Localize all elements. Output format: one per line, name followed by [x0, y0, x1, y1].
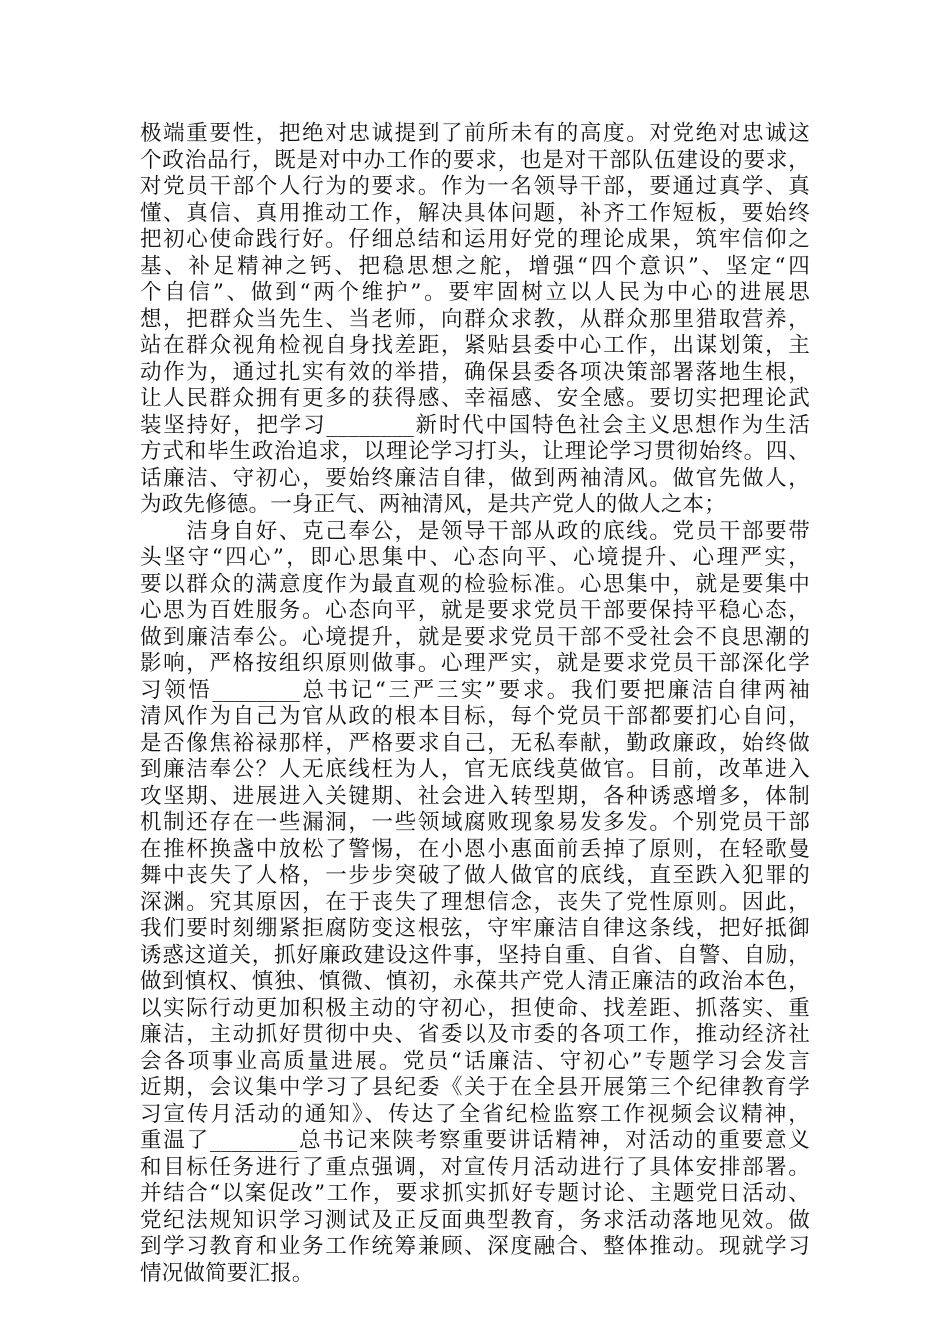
- text-line: 和目标任务进行了重点强调，对宣传月活动进行了具体安排部署。: [140, 1154, 810, 1180]
- text-line: 党纪法规知识学习测试及正反面典型教育，务求活动落地见效。做: [140, 1207, 810, 1233]
- text-line: 动作为，通过扎实有效的举措，确保县委各项决策部署落地生根，: [140, 359, 810, 385]
- text-line: 重温了________总书记来陕考察重要讲话精神，对活动的重要意义: [140, 1128, 810, 1153]
- text-line: 把初心使命践行好。仔细总结和运用好党的理论成果，筑牢信仰之: [140, 227, 810, 252]
- text-line: 基、补足精神之钙、把稳思想之舵，增强“四个意识”、坚定“四: [140, 253, 810, 279]
- text-line: 是否像焦裕禄那样，严格要求自己，无私奉献，勤政廉政，始终做: [140, 730, 810, 756]
- text-line: 极端重要性，把绝对忠诚提到了前所未有的高度。对党绝对忠诚这: [140, 121, 810, 146]
- text-line: 为政先修德。一身正气、两袖清风，是共产党人的做人之本；: [140, 492, 726, 517]
- text-line: 清风作为自己为官从政的根本目标，每个党员干部都要扪心自问，: [140, 704, 810, 729]
- text-line: 想，把群众当先生、当老师，向群众求教，从群众那里猎取营养，: [140, 306, 810, 332]
- text-line: 话廉洁、守初心，要始终廉洁自律，做到两袖清风。做官先做人，: [140, 465, 810, 491]
- text-line: 头坚守“四心”，即心思集中、心态向平、心境提升、心理严实，: [140, 545, 810, 570]
- text-line: 方式和毕生政治追求，以理论学习打头，让理论学习贯彻始终。四、: [140, 439, 810, 464]
- text-line: 装坚持好，把学习________新时代中国特色社会主义思想作为生活: [140, 412, 810, 438]
- text-line: 让人民群众拥有更多的获得感、幸福感、安全感。要切实把理论武: [140, 386, 810, 411]
- text-line: 做到廉洁奉公。心境提升，就是要求党员干部不受社会不良思潮的: [140, 624, 810, 650]
- text-line: 洁身自好、克己奉公，是领导干部从政的底线。党员干部要带: [140, 518, 810, 544]
- text-line: 近期，会议集中学习了县纪委《关于在全县开展第三个纪律教育学: [140, 1075, 810, 1100]
- text-line: 要以群众的满意度作为最直观的检验标准。心思集中，就是要集中: [140, 571, 810, 597]
- text-line: 个自信”、做到“两个维护”。要牢固树立以人民为中心的进展思: [140, 280, 810, 305]
- text-line: 在推杯换盏中放松了警惕，在小恩小惠面前丢掉了原则，在轻歌曼: [140, 836, 810, 862]
- text-line: 机制还存在一些漏洞，一些领域腐败现象易发多发。个别党员干部: [140, 810, 810, 835]
- text-line: 到廉洁奉公？人无底线枉为人，官无底线莫做官。目前，改革进入: [140, 757, 810, 782]
- text-line: 并结合“以案促改”工作，要求抓实抓好专题讨论、主题党日活动、: [140, 1181, 810, 1206]
- text-line: 攻坚期、进展进入关键期、社会进入转型期，各种诱惑增多，体制: [140, 783, 810, 809]
- text-line: 做到慎权、慎独、慎微、慎初，永葆共产党人清正廉洁的政治本色，: [140, 969, 810, 994]
- text-line: 站在群众视角检视自身找差距，紧贴县委中心工作，出谋划策，主: [140, 333, 810, 358]
- text-line: 习宣传月活动的通知》、传达了全省纪检监察工作视频会议精神，: [140, 1101, 810, 1127]
- text-line: 懂、真信、真用推动工作，解决具体问题，补齐工作短板，要始终: [140, 200, 810, 226]
- text-line: 个政治品行，既是对中办工作的要求，也是对干部队伍建设的要求，: [140, 147, 810, 173]
- text-line: 到学习教育和业务工作统筹兼顾、深度融合、整体推动。现就学习: [140, 1234, 810, 1259]
- text-line: 诱惑这道关，抓好廉政建设这件事，坚持自重、自省、自警、自励，: [140, 942, 810, 968]
- text-line: 情况做简要汇报。: [140, 1260, 314, 1286]
- text-line: 会各项事业高质量进展。党员“话廉洁、守初心”专题学习会发言: [140, 1048, 810, 1074]
- text-line: 影响，严格按组织原则做事。心理严实，就是要求党员干部深化学: [140, 651, 810, 676]
- text-line: 以实际行动更加积极主动的守初心，担使命、找差距、抓落实、重: [140, 995, 810, 1021]
- text-line: 深渊。究其原因，在于丧失了理想信念，丧失了党性原则。因此，: [140, 889, 810, 915]
- text-line: 我们要时刻绷紧拒腐防变这根弦，守牢廉洁自律这条线，把好抵御: [140, 916, 810, 941]
- text-line: 廉洁，主动抓好贯彻中央、省委以及市委的各项工作，推动经济社: [140, 1022, 810, 1047]
- text-line: 对党员干部个人行为的要求。作为一名领导干部，要通过真学、真: [140, 174, 810, 199]
- body-text: [140, 121, 810, 1287]
- text-line: 习领悟________总书记“三严三实”要求。我们要把廉洁自律两袖: [140, 677, 810, 703]
- text-line: 心思为百姓服务。心态向平，就是要求党员干部要保持平稳心态，: [140, 598, 810, 623]
- text-line: 舞中丧失了人格，一步步突破了做人做官的底线，直至跌入犯罪的: [140, 863, 810, 888]
